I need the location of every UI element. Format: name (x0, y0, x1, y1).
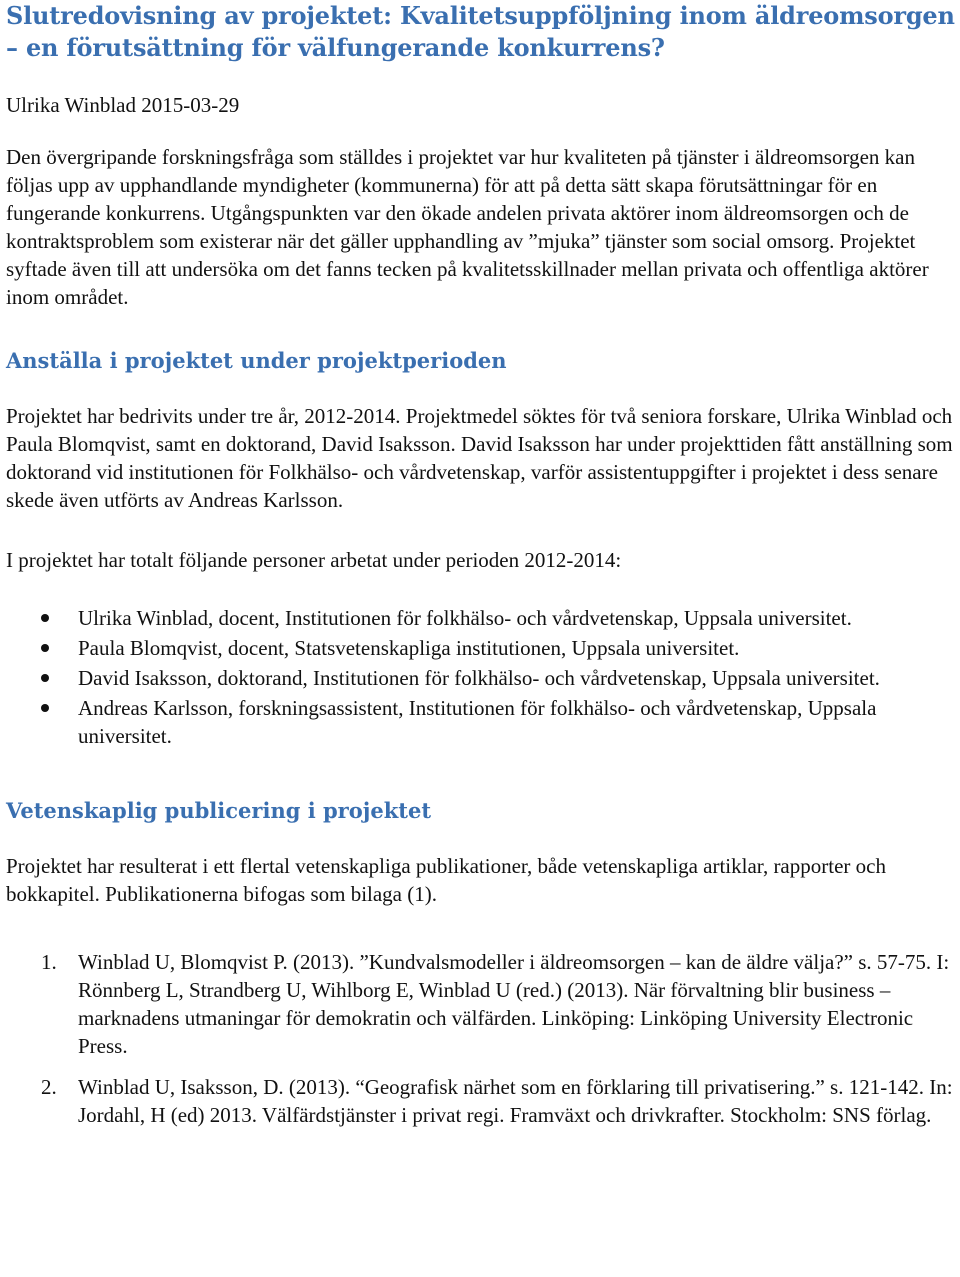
member-text: Paula Blomqvist, docent, Statsvetenskapliga institutionen, Uppsala universitet. (78, 636, 740, 660)
publication-text: Winblad U, Isaksson, D. (2013). “Geografisk närhet som en förklaring till privatisering.” s. 121-142. In: Jordahl, H (ed) 2013. Välfärdstjänster i privat regi. Framväxt och drivkrafter. Stockholm: SNS förlag. (78, 1075, 953, 1127)
intro-paragraph: Den övergripande forskningsfråga som ställdes i projektet var hur kvaliteten på tjänster i äldreomsorgen kan följas upp av upphandlande myndigheter (kommunerna) för att på detta sätt skapa förutsättningar för en fungerande konkurrens. Utgångspunkten var den ökade andelen privata aktörer inom äldreomsorgen och de kontraktsproblem som existerar när det gäller upphandling av ”mjuka” tjänster som social omsorg. Projektet syftade även till att undersöka om det fanns tecken på kvalitetsskillnader mellan privata och offentliga aktörer inom området. (6, 145, 929, 309)
list-item (6, 694, 956, 750)
list-item (6, 604, 956, 632)
author-date-line: Ulrika Winblad 2015-03-29 (6, 93, 240, 117)
staff-section-heading: Anställa i projektet under projektperioden (6, 348, 507, 373)
member-text: Ulrika Winblad, docent, Institutionen för folkhälso- och vårdvetenskap, Uppsala universitet. (78, 606, 852, 630)
members-intro: I projektet har totalt följande personer arbetat under perioden 2012-2014: (6, 548, 622, 572)
list-item (6, 1073, 956, 1129)
member-text: Andreas Karlsson, forskningsassistent, Institutionen för folkhälso- och vårdvetenskap, Uppsala universitet. (78, 696, 877, 748)
bullet-icon (41, 674, 49, 682)
members-list (6, 604, 956, 750)
list-item (6, 664, 956, 692)
list-item (6, 634, 956, 662)
staff-paragraph: Projektet har bedrivits under tre år, 2012-2014. Projektmedel söktes för två seniora forskare, Ulrika Winblad och Paula Blomqvist, samt en doktorand, David Isaksson. David Isaksson har under projekttiden fått anställning som doktorand vid institutionen för Folkhälso- och vårdvetenskap, varför assistentuppgifter i projektet i dess senare skede även utförts av Andreas Karlsson. (6, 404, 953, 512)
bullet-icon (41, 704, 49, 712)
publication-list (6, 948, 956, 1129)
bullet-icon (41, 644, 49, 652)
member-text: David Isaksson, doktorand, Institutionen för folkhälso- och vårdvetenskap, Uppsala universitet. (78, 666, 880, 690)
list-item (6, 948, 956, 1060)
publication-number: 2. (41, 1075, 57, 1099)
publication-section-heading: Vetenskaplig publicering i projektet (6, 798, 432, 823)
bullet-icon (41, 614, 49, 622)
document-page (6, 0, 956, 1142)
publication-text: Winblad U, Blomqvist P. (2013). ”Kundvalsmodeller i äldreomsorgen – kan de äldre välja?” s. 57-75. I: Rönnberg L, Strandberg U, Wihlborg E, Winblad U (red.) (2013). När förvaltning blir business – marknadens utmaningar för demokratin och välfärden. Linköping: Linköping University Electronic Press. (78, 950, 950, 1058)
publication-paragraph: Projektet har resulterat i ett flertal vetenskapliga publikationer, både vetenskapliga artiklar, rapporter och bokkapitel. Publikationerna bifogas som bilaga (1). (6, 854, 886, 906)
publication-number: 1. (41, 950, 57, 974)
document-title: Slutredovisning av projektet: Kvalitetsuppföljning inom äldreomsorgen – en förutsättning för välfungerande konkurrens? (6, 1, 955, 62)
